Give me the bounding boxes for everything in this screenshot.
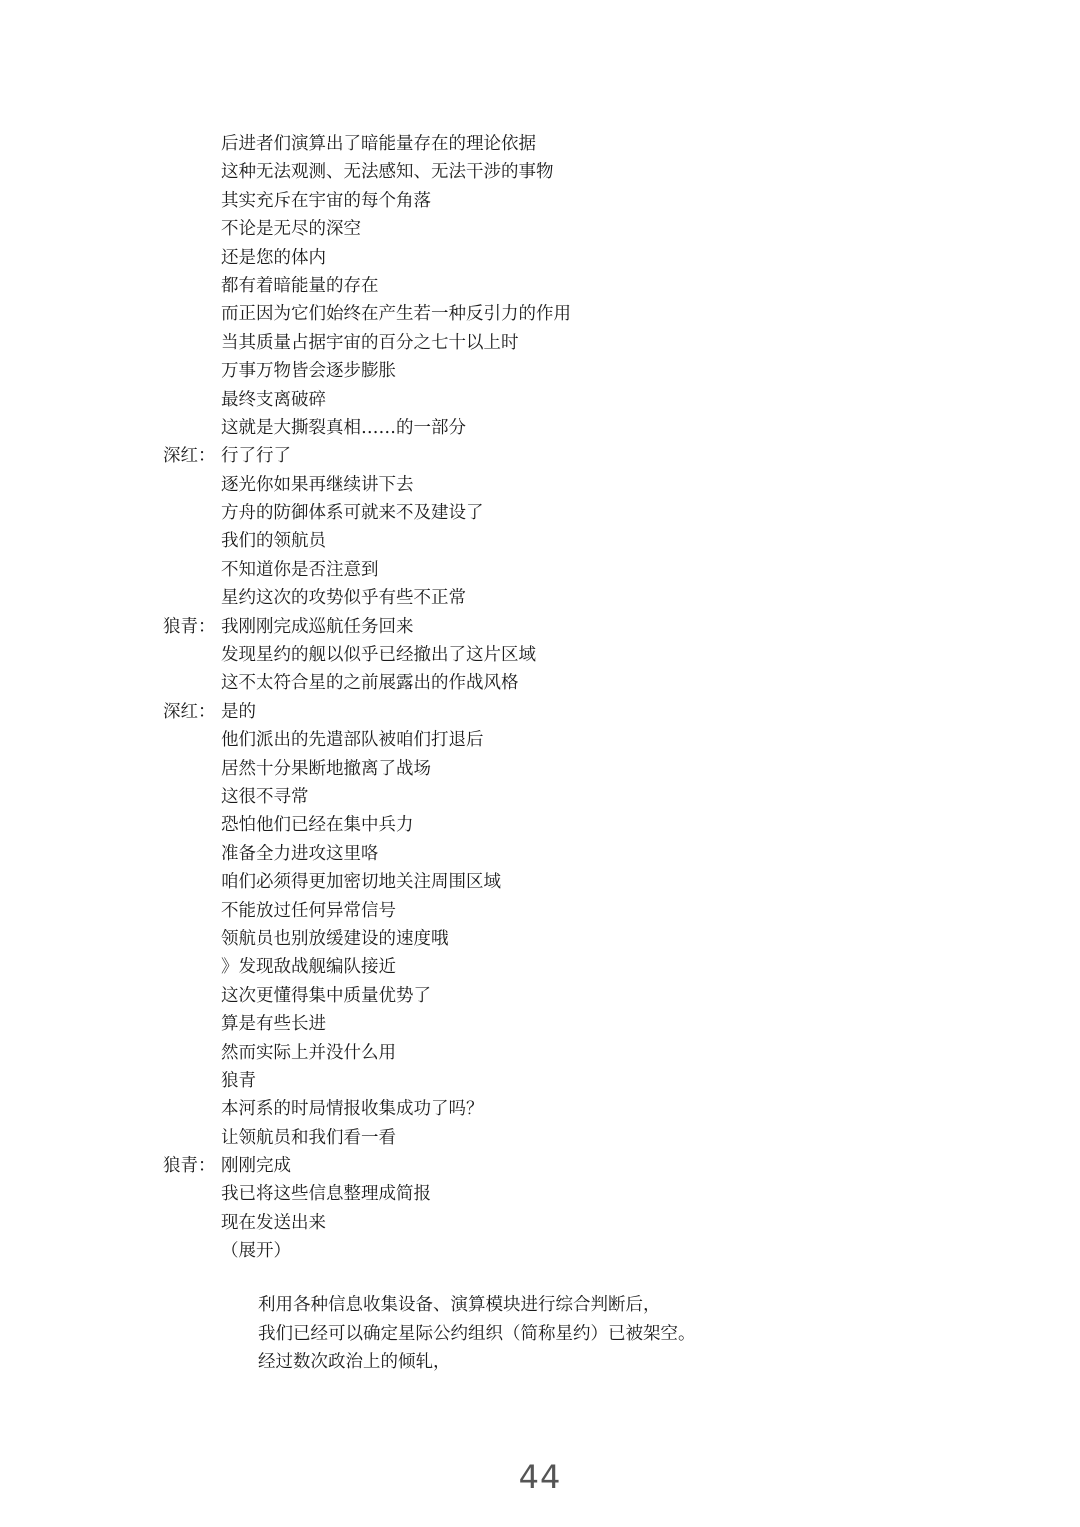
script-line bbox=[0, 215, 1080, 243]
script-line bbox=[0, 499, 1080, 527]
briefing-line: 经过数次政治上的倾轧， bbox=[258, 1352, 451, 1372]
dialogue-text: 这就是大撕裂真相……的一部分 bbox=[221, 417, 466, 438]
dialogue-text: 其实充斥在宇宙的每个角落 bbox=[221, 190, 431, 211]
script-line bbox=[0, 244, 1080, 272]
script-line bbox=[0, 641, 1080, 669]
dialogue-text: 方舟的防御体系可就来不及建设了 bbox=[221, 503, 484, 524]
script-line bbox=[0, 1209, 1080, 1237]
briefing-line: 利用各种信息收集设备、演算模块进行综合判断后， bbox=[258, 1295, 661, 1315]
script-line bbox=[0, 329, 1080, 357]
dialogue-text: 他们派出的先遣部队被咱们打退后 bbox=[221, 730, 484, 751]
script-line bbox=[0, 272, 1080, 300]
briefing-block bbox=[258, 1291, 1018, 1377]
dialogue-text: 当其质量占据宇宙的百分之七十以上时 bbox=[221, 332, 519, 353]
script-line bbox=[0, 982, 1080, 1010]
dialogue-text: 逐光你如果再继续讲下去 bbox=[221, 474, 414, 495]
dialogue-text: 不知道你是否注意到 bbox=[221, 559, 379, 580]
dialogue-text: 这不太符合星的之前展露出的作战风格 bbox=[221, 673, 519, 694]
briefing-line: 我们已经可以确定星际公约组织（简称星约）已被架空。 bbox=[258, 1323, 696, 1344]
dialogue-text: 星约这次的攻势似乎有些不正常 bbox=[221, 588, 466, 609]
dialogue-text: 》发现敌战舰编队接近 bbox=[221, 957, 396, 978]
dialogue-text: 还是您的体内 bbox=[221, 247, 326, 268]
dialogue-text: 本河系的时局情报收集成功了吗？ bbox=[221, 1099, 484, 1120]
dialogue-text: 是的 bbox=[221, 701, 256, 722]
dialogue-text: 我们的领航员 bbox=[221, 531, 326, 552]
dialogue-script bbox=[0, 130, 1080, 1266]
dialogue-text: 现在发送出来 bbox=[221, 1212, 326, 1233]
page-number: 44 bbox=[518, 1458, 562, 1496]
speaker-label: 深红： bbox=[163, 446, 216, 467]
expand-label: （展开） bbox=[221, 1241, 291, 1262]
script-line bbox=[0, 442, 1080, 470]
dialogue-text: 都有着暗能量的存在 bbox=[221, 275, 379, 296]
dialogue-text: 这种无法观测、无法感知、无法干涉的事物 bbox=[221, 162, 554, 183]
dialogue-text: 这次更懂得集中质量优势了 bbox=[221, 985, 431, 1006]
dialogue-text: 居然十分果断地撤离了战场 bbox=[221, 758, 431, 779]
dialogue-text: 恐怕他们已经在集中兵力 bbox=[221, 815, 414, 836]
dialogue-text: 不论是无尽的深空 bbox=[221, 219, 361, 240]
script-line bbox=[0, 897, 1080, 925]
dialogue-text: 而正因为它们始终在产生若一种反引力的作用 bbox=[221, 304, 571, 325]
dialogue-text: 这很不寻常 bbox=[221, 786, 309, 807]
script-line bbox=[0, 840, 1080, 868]
script-line bbox=[0, 1039, 1080, 1067]
speaker-label: 狼青： bbox=[163, 616, 216, 637]
script-line bbox=[0, 669, 1080, 697]
script-line bbox=[0, 1152, 1080, 1180]
script-line bbox=[0, 783, 1080, 811]
script-line bbox=[0, 698, 1080, 726]
script-line bbox=[0, 556, 1080, 584]
dialogue-text: 发现星约的舰以似乎已经撤出了这片区域 bbox=[221, 645, 536, 666]
script-line bbox=[0, 1010, 1080, 1038]
dialogue-text: 算是有些长进 bbox=[221, 1014, 326, 1035]
script-line bbox=[0, 1124, 1080, 1152]
script-line bbox=[0, 811, 1080, 839]
script-line bbox=[0, 613, 1080, 641]
speaker-label: 狼青： bbox=[163, 1156, 216, 1177]
script-line bbox=[0, 386, 1080, 414]
script-line bbox=[0, 925, 1080, 953]
script-line bbox=[0, 953, 1080, 981]
dialogue-text: 最终支离破碎 bbox=[221, 389, 326, 410]
speaker-label: 深红： bbox=[163, 701, 216, 722]
script-line bbox=[0, 187, 1080, 215]
dialogue-text: 我已将这些信息整理成简报 bbox=[221, 1184, 431, 1205]
script-line bbox=[0, 158, 1080, 186]
dialogue-text: 让领航员和我们看一看 bbox=[221, 1127, 396, 1148]
dialogue-text: 咱们必须得更加密切地关注周围区域 bbox=[221, 872, 501, 893]
script-line bbox=[0, 357, 1080, 385]
script-line bbox=[0, 130, 1080, 158]
script-line bbox=[0, 1067, 1080, 1095]
script-line bbox=[0, 414, 1080, 442]
dialogue-text: 领航员也别放缓建设的速度哦 bbox=[221, 928, 449, 949]
script-line bbox=[0, 527, 1080, 555]
dialogue-text: 然而实际上并没什么用 bbox=[221, 1042, 396, 1063]
script-line bbox=[0, 584, 1080, 612]
dialogue-text: 万事万物皆会逐步膨胀 bbox=[221, 361, 396, 382]
dialogue-text: 行了行了 bbox=[221, 446, 291, 467]
dialogue-text: 后进者们演算出了暗能量存在的理论依据 bbox=[221, 134, 536, 154]
script-line bbox=[0, 755, 1080, 783]
script-line bbox=[0, 1180, 1080, 1208]
script-line bbox=[0, 726, 1080, 754]
script-line bbox=[0, 1095, 1080, 1123]
script-line bbox=[0, 868, 1080, 896]
expand-line bbox=[0, 1237, 1080, 1265]
dialogue-text: 准备全力进攻这里咯 bbox=[221, 843, 379, 864]
dialogue-text: 狼青 bbox=[221, 1070, 256, 1091]
script-line bbox=[0, 471, 1080, 499]
script-line bbox=[0, 300, 1080, 328]
dialogue-text: 刚刚完成 bbox=[221, 1156, 291, 1177]
dialogue-text: 我刚刚完成巡航任务回来 bbox=[221, 616, 414, 637]
dialogue-text: 不能放过任何异常信号 bbox=[221, 900, 396, 921]
